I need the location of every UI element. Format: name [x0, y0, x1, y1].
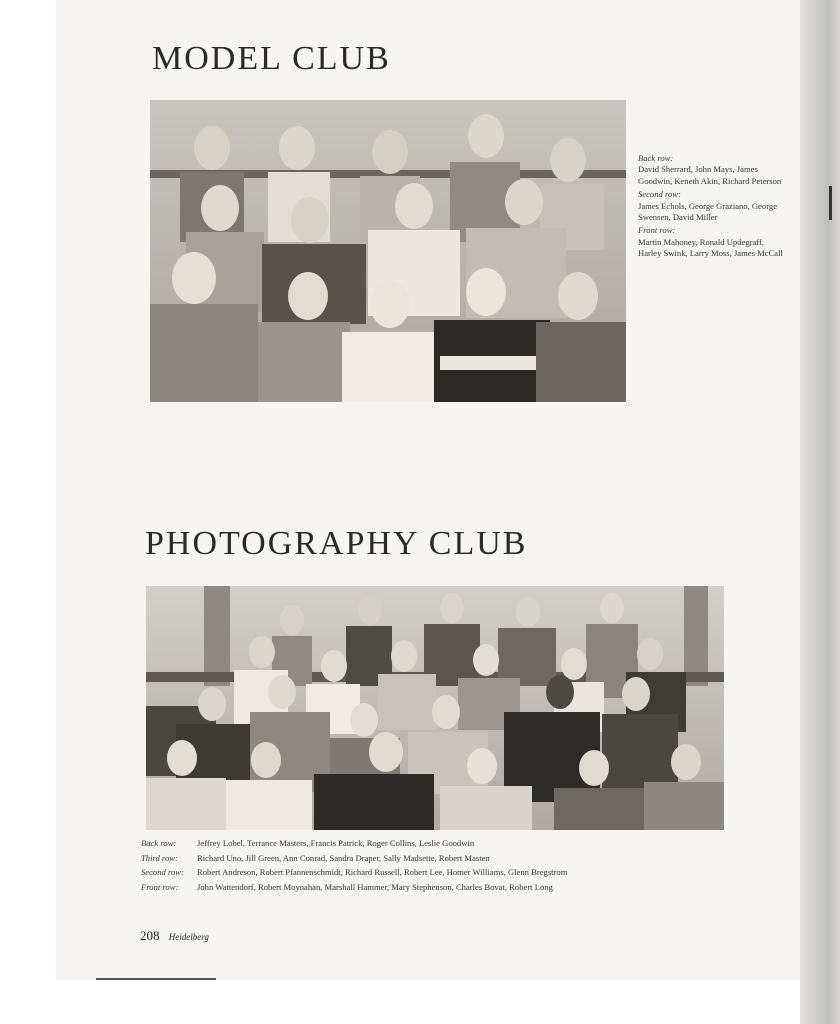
caption-row-label: Second row:	[638, 189, 681, 200]
caption-row-label: Front row:	[141, 881, 179, 892]
caption-row-label: Back row:	[141, 838, 177, 848]
caption-row-names: Robert Andreson, Robert Pfannenschmidt, Richard Russell, Robert Lee, Homer Williams, Glenn Bregstrom	[197, 867, 568, 878]
caption-row-names: Martin Mahoney, Ronald Updegraff, Harley Swink, Larry Moss, James McCall	[638, 236, 783, 259]
book-title: Heidelberg	[168, 932, 209, 942]
model-club-photo	[150, 100, 626, 402]
caption-row-names: James Echols, George Graziano, George Swensen, David Miller	[638, 200, 778, 223]
model-club-title: MODEL CLUB	[152, 40, 391, 77]
photography-club-caption	[141, 836, 661, 894]
book-gutter	[800, 0, 840, 1024]
group-photo-icon	[146, 586, 724, 830]
scan-margin	[0, 0, 56, 1024]
group-photo-icon	[150, 100, 626, 402]
caption-row	[141, 880, 661, 895]
caption-row-label: Front row:	[638, 225, 676, 236]
gutter-mark	[829, 186, 832, 220]
caption-row-names: John Wattendorf, Robert Moynahan, Marshall Hammer, Mary Stephenson, Charles Bovat, Robert Long	[197, 881, 553, 892]
page-footer	[140, 928, 209, 944]
model-club-caption	[638, 153, 788, 262]
caption-row-names: Richard Uno, Jill Green, Ann Conrad, Sandra Draper, Sally Madsette, Robert Masten	[197, 852, 490, 863]
photography-club-photo	[146, 586, 724, 830]
caption-row-label: Third row:	[141, 852, 178, 863]
caption-row	[141, 851, 661, 866]
caption-row-names: Jeffrey Lobel, Terrance Masters, Francis Patrick, Roger Collins, Leslie Goodwin	[197, 838, 475, 848]
photography-club-title: PHOTOGRAPHY CLUB	[145, 525, 528, 562]
page-edge-rule	[96, 978, 216, 980]
caption-row	[141, 836, 661, 851]
caption-row-names: David Sherrard, John Mays, James Goodwin, Keneth Akin, Richard Peterson	[638, 164, 782, 186]
page-number: 208	[140, 928, 160, 943]
caption-row	[141, 865, 661, 880]
caption-row-label: Second row:	[141, 867, 184, 878]
caption-row-label: Back row:	[638, 153, 674, 163]
